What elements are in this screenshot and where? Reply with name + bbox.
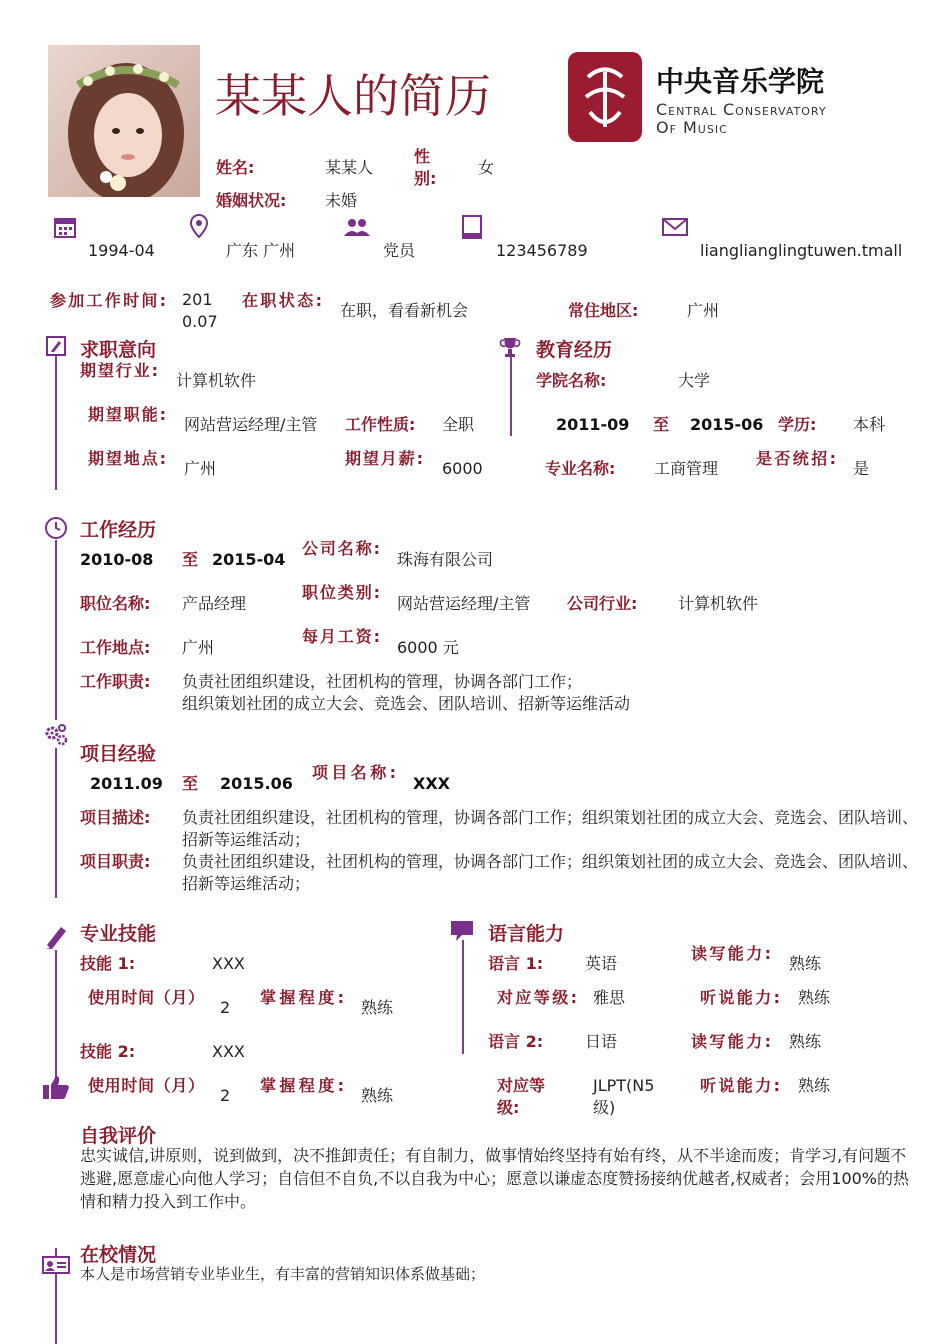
mail-icon	[662, 218, 688, 240]
intent-timeline	[55, 352, 57, 490]
intent-nature-label: 工作性质:	[345, 415, 416, 434]
skill1-label: 技能 1:	[80, 954, 136, 973]
lang2-grade-label: 对应等级:	[497, 1076, 546, 1117]
work-salary-value: 6000 元	[397, 638, 459, 657]
skill2-level-label: 掌握程度:	[260, 1076, 344, 1095]
project-desc-label: 项目描述:	[80, 808, 151, 827]
work-company-label: 公司名称:	[302, 539, 380, 558]
work-to: 至	[182, 550, 199, 569]
skills-timeline	[55, 950, 57, 1080]
logo-english-line1: Central Conservatory	[656, 100, 827, 119]
skill2-value: XXX	[212, 1042, 245, 1061]
edu-start-date: 2011-09	[556, 415, 630, 434]
phone-value: 123456789	[496, 241, 588, 260]
lang2-ls-value: 熟练	[798, 1076, 831, 1095]
clock-icon	[44, 516, 68, 544]
edu-major-label: 专业名称:	[545, 459, 616, 478]
lang1-rw-value: 熟练	[789, 954, 822, 973]
work-salary-label: 每月工资:	[302, 627, 380, 646]
edu-end-date: 2015-06	[690, 415, 764, 434]
name-label: 姓名:	[216, 158, 255, 177]
edu-to: 至	[653, 415, 670, 434]
edu-section-title: 教育经历	[536, 339, 613, 361]
skills-section-title: 专业技能	[80, 923, 157, 945]
project-name-label: 项目名称:	[312, 763, 396, 782]
edu-degree-value: 本科	[853, 415, 886, 434]
work-start-value: 2010.07	[182, 290, 218, 331]
resume-title: 某某人的简历	[215, 69, 491, 123]
work-start-date: 2010-08	[80, 550, 154, 569]
lang1-grade-label: 对应等级:	[497, 988, 577, 1007]
edu-major-value: 工商管理	[654, 459, 719, 478]
project-name-value: XXX	[413, 774, 451, 793]
intent-salary-value: 6000	[442, 459, 483, 478]
self-eval-text: 忠实诚信,讲原则，说到做到，决不推卸责任；有自制力，做事情始终坚持有始有终，从不半途而废；肯学习,有问题不逃避,愿意虚心向他人学习；自信但不自负,不以自我为中心；愿意以谦虚态度赞扬接纳优越者,权威者；会用100%的热情和精力投入到工作中。	[80, 1146, 910, 1211]
work-status-value: 在职，看看新机会	[340, 301, 469, 320]
project-duty-value: 负责社团组织建设，社团机构的管理，协调各部门工作；组织策划社团的成立大会、竞选会、团队培训、招新等运维活动；	[182, 852, 919, 893]
lang2-rw-label: 读写能力:	[691, 1032, 771, 1051]
lang2-label: 语言 2:	[488, 1032, 544, 1051]
skill2-time-label: 使用时间（月）	[88, 1076, 204, 1095]
residence-value: 广州	[687, 301, 720, 320]
lang-timeline	[462, 940, 464, 1054]
work-duty-line2: 组织策划社团的成立大会、竞选会、团队培训、招新等运维活动	[182, 694, 631, 713]
lang-section-title: 语言能力	[488, 923, 565, 945]
intent-job-value: 网站营运经理/主管	[184, 415, 318, 434]
work-position-value: 产品经理	[182, 594, 247, 613]
work-duty-label: 工作职责:	[80, 672, 151, 691]
name-value: 某某人	[325, 158, 374, 177]
lang1-rw-label: 读写能力:	[691, 944, 771, 963]
work-position-label: 职位名称:	[80, 594, 151, 613]
trophy-icon	[498, 336, 522, 362]
lang2-ls-label: 听说能力:	[700, 1076, 780, 1095]
work-category-label: 职位类别:	[302, 583, 380, 602]
calendar-icon	[54, 216, 76, 242]
speech-bubble-icon	[450, 919, 474, 947]
intent-section-title: 求职意向	[80, 339, 157, 361]
work-section-title: 工作经历	[80, 519, 157, 541]
lang1-ls-label: 听说能力:	[700, 988, 780, 1007]
skill2-level-value: 熟练	[361, 1086, 394, 1105]
location-value: 广东 广州	[226, 241, 296, 260]
phone-icon	[462, 215, 482, 243]
work-category-value: 网站营运经理/主管	[397, 594, 531, 613]
intent-job-label: 期望职能:	[88, 405, 166, 424]
skill1-time-label: 使用时间（月）	[88, 988, 204, 1007]
self-eval-section-title: 自我评价	[80, 1125, 157, 1147]
edu-degree-label: 学历:	[778, 415, 817, 434]
skill1-level-label: 掌握程度:	[260, 988, 344, 1007]
pencil-icon	[44, 924, 68, 954]
work-duty-line1: 负责社团组织建设，社团机构的管理，协调各部门工作；	[182, 672, 583, 691]
work-place-label: 工作地点:	[80, 638, 151, 657]
logo-seal-icon	[568, 52, 642, 142]
lang2-value: 日语	[585, 1032, 618, 1051]
email-value: lianglianglingtuwen.tmall	[700, 241, 903, 260]
gears-icon	[44, 724, 68, 750]
lang1-ls-value: 熟练	[798, 988, 831, 1007]
work-end-date: 2015-04	[212, 550, 286, 569]
work-company-value: 珠海有限公司	[397, 550, 494, 569]
lang2-grade-value: JLPT(N5级)	[593, 1076, 655, 1117]
edu-school-value: 大学	[678, 371, 711, 390]
logo-chinese-name: 中央音乐学院	[656, 65, 825, 98]
skill2-time-value: 2	[220, 1086, 231, 1105]
school-section-title: 在校情况	[80, 1244, 157, 1266]
gender-value: 女	[478, 158, 495, 177]
edu-timeline	[510, 356, 512, 436]
skill2-label: 技能 2:	[80, 1042, 136, 1061]
intent-place-value: 广州	[184, 459, 217, 478]
lang1-label: 语言 1:	[488, 954, 544, 973]
project-end-date: 2015.06	[220, 774, 293, 793]
group-icon	[344, 218, 370, 240]
project-start-date: 2011.09	[90, 774, 163, 793]
marital-value: 未婚	[325, 191, 358, 210]
thumbs-up-icon	[42, 1074, 70, 1104]
work-industry-value: 计算机软件	[678, 594, 759, 613]
project-timeline	[55, 748, 57, 898]
residence-label: 常住地区:	[568, 301, 639, 320]
id-card-icon	[42, 1256, 70, 1278]
lang2-rw-value: 熟练	[789, 1032, 822, 1051]
work-start-label: 参加工作时间:	[50, 291, 166, 310]
project-desc-value: 负责社团组织建设，社团机构的管理，协调各部门工作；组织策划社团的成立大会、竞选会、团队培训、招新等运维活动；	[182, 808, 919, 849]
project-section-title: 项目经验	[80, 743, 157, 765]
work-place-value: 广州	[182, 638, 215, 657]
work-status-label: 在职状态:	[242, 291, 322, 310]
university-logo	[568, 52, 868, 144]
project-to: 至	[182, 774, 199, 793]
edu-unified-value: 是	[853, 459, 870, 478]
intent-place-label: 期望地点:	[88, 449, 166, 468]
lang1-value: 英语	[585, 954, 618, 973]
work-timeline	[55, 540, 57, 720]
birth-value: 1994-04	[88, 241, 155, 260]
profile-photo	[48, 45, 200, 197]
work-industry-label: 公司行业:	[567, 594, 638, 613]
skill1-value: XXX	[212, 954, 245, 973]
pencil-note-icon	[46, 336, 66, 360]
edu-unified-label: 是否统招:	[756, 449, 836, 468]
gender-label: 性别:	[414, 147, 437, 188]
intent-nature-value: 全职	[442, 415, 475, 434]
intent-industry-label: 期望行业:	[80, 361, 158, 380]
intent-industry-value: 计算机软件	[176, 371, 257, 390]
marital-label: 婚姻状况:	[216, 191, 287, 210]
skill1-time-value: 2	[220, 998, 231, 1017]
politics-value: 党员	[383, 241, 416, 260]
logo-english-line2: Of Music	[656, 118, 728, 137]
edu-school-label: 学院名称:	[536, 371, 607, 390]
project-duty-label: 项目职责:	[80, 852, 151, 871]
intent-salary-label: 期望月薪:	[345, 449, 423, 468]
location-pin-icon	[190, 214, 208, 242]
lang1-grade-value: 雅思	[593, 988, 626, 1007]
school-text: 本人是市场营销专业毕业生，有丰富的营销知识体系做基础；	[80, 1265, 486, 1283]
skill1-level-value: 熟练	[361, 998, 394, 1017]
